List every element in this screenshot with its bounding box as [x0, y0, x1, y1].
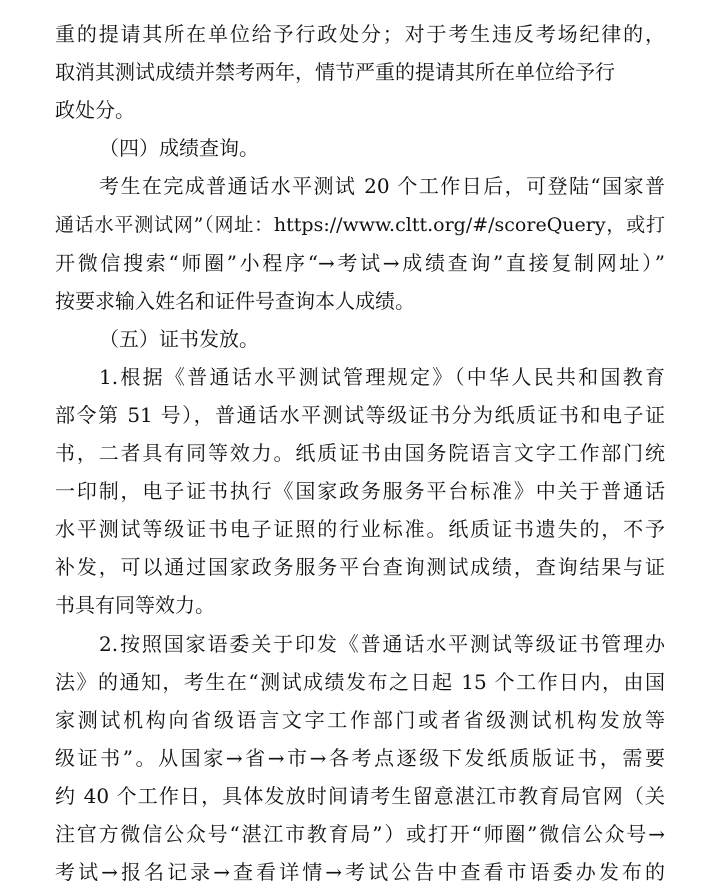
- text-line: 部令第 51 号），普通话水平测试等级证书分为纸质证书和电子证: [55, 403, 665, 427]
- text-line: 取消其测试成绩并禁考两年，情节严重的提请其所在单位给予行: [55, 60, 615, 84]
- text-line: 法》的通知，考生在“测试成绩发布之日起 15 个工作日内，由国: [55, 670, 665, 694]
- text-line: 级证书”。从国家→省→市→各考点逐级下发纸质版证书，需要: [55, 746, 665, 770]
- text-line: 政处分。: [55, 98, 135, 122]
- text-line: 一印制，电子证书执行《国家政务服务平台标准》中关于普通话: [55, 479, 665, 503]
- text-line: 重的提请其所在单位给予行政处分；对于考生违反考场纪律的，: [55, 22, 665, 46]
- text-line: 按要求输入姓名和证件号查询本人成绩。: [55, 289, 415, 313]
- section-heading-score-query: （四）成绩查询。: [99, 136, 259, 160]
- section-heading-certificate: （五）证书发放。: [99, 327, 259, 351]
- text-line: 1.根据《普通话水平测试管理规定》（中华人民共和国教育: [99, 365, 665, 389]
- text-line: 考生在完成普通话水平测试 20 个工作日后，可登陆“国家普: [99, 174, 665, 198]
- text-line: 补发，可以通过国家政务服务平台查询测试成绩，查询结果与证: [55, 555, 665, 579]
- text-line: 注官方微信公众号“湛江市教育局”）或打开“师圈”微信公众号→: [55, 822, 665, 846]
- text-line: 开微信搜索“师圈”小程序“→考试→成绩查询”直接复制网址）”: [55, 251, 665, 275]
- text-line: 2.按照国家语委关于印发《普通话水平测试等级证书管理办: [99, 632, 665, 656]
- text-line: 考试→报名记录→查看详情→考试公告中查看市语委办发布的: [55, 860, 665, 884]
- text-line: 通话水平测试网”（网址：https://www.cltt.org/#/scoreQuery，或打: [55, 214, 665, 236]
- text-line: 约 40 个工作日，具体发放时间请考生留意湛江市教育局官网（关: [55, 784, 665, 808]
- text-line: 书，二者具有同等效力。纸质证书由国务院语言文字工作部门统: [55, 441, 665, 465]
- text-line: 家测试机构向省级语言文字工作部门或者省级测试机构发放等: [55, 708, 665, 732]
- text-line: 水平测试等级证书电子证照的行业标准。纸质证书遗失的，不予: [55, 517, 665, 541]
- text-line: 书具有同等效力。: [55, 593, 215, 617]
